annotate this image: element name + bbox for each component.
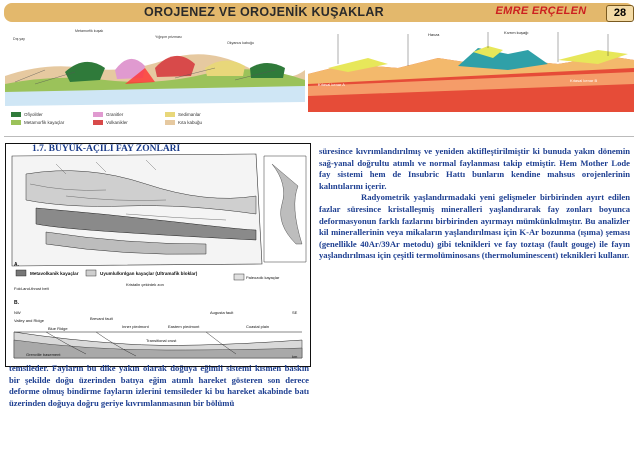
label-valley-ridge: Valley and Ridge <box>14 318 44 323</box>
label-km: km <box>292 354 298 359</box>
label-inner-piedmont: Inner piedmont <box>122 324 149 329</box>
label-metamorphic-belt: Metamorfik kuşak <box>75 29 104 33</box>
paragraph-1: süresince kıvrımlandırılmış ve yeniden aktifleştirilmiştir ki bunuda yakın dönemin sağ-yanal doğrultu atımlı ve normal faylanması takip etmiştir. Hem Mother Lode fay sistemi hem de Insubric Hattı bunların kendine mahsus orojenlerinin kalıntılarını içerir. <box>319 146 630 191</box>
label-blue-ridge: Blue Ridge <box>48 326 68 331</box>
label-brevard-fault: Brevard fault <box>90 316 113 321</box>
label-continent-a: Kıtasal kenar A <box>318 82 345 87</box>
label-oceanic-crust: Okyanus kabuğu <box>227 41 254 45</box>
label-fold-thrust-belt: Fold-and-thrust belt <box>14 286 49 291</box>
body-text-right <box>319 146 630 262</box>
legend-label: Kıta kabuğu <box>178 120 203 125</box>
section-divider <box>4 136 634 137</box>
label-outer-arc: Dış yay <box>13 37 25 41</box>
label-fold-belt: Kıvrım kuşağı <box>504 30 529 35</box>
label-accretion-prism: Yığışım prizması <box>155 35 182 39</box>
panel-a-label: A. <box>14 262 19 268</box>
legend-paleozoic: Paleozoik kayaçlar <box>246 275 280 280</box>
label-basin: Havza <box>428 32 440 37</box>
page-number: 28 <box>606 5 634 22</box>
label-eastern-piedmont: Eastern piedmont <box>168 324 200 329</box>
paragraph-2: Radyometrik yaşlandırmadaki yeni gelişmeler birbirinden ayırt edilen fazlar süresince kristalleşmiş mineralleri yaşlandırarak fay zonları boyunca deformasyonun farklı fazlarını birbirinden ayırmayı mümkünkılmıştır. Bu analizler kil minerallerinin veya mikaların yaşlandırılması için K-Ar bozunma (ışıma) şeması (genellikle 40Ar/39Ar metodu) gibi teknikleri ve fay toztaşı (fault gouge) ile fayın yaşlandırılması için çeşitli termolüminosans (thermoluminescent) teknikleri kullanır. <box>319 192 630 261</box>
label-augusta-fault: Augusta fault <box>210 310 234 315</box>
panel-b-label: B. <box>14 300 19 306</box>
label-coastal-plain: Coastal plain <box>246 324 270 329</box>
legend-label: Volkanikler <box>106 120 128 125</box>
orogeny-cross-section-figure <box>5 24 305 134</box>
title-bar <box>4 3 634 22</box>
legend-label: Ofiyolitler <box>24 112 43 117</box>
label-crystalline-core: Kristalin çekirdek zon <box>126 282 164 287</box>
legend-ultramafic: Uyumlu/kırılgan kayaçlar (Ultramafik bloklar) <box>100 271 198 276</box>
fault-zone-map-figure <box>5 143 311 367</box>
label-grenville-basement: Grenville basement <box>26 352 61 357</box>
author-name: EMRE ERÇELEN <box>495 5 587 17</box>
legend-label: Sedimanlar <box>178 112 201 117</box>
label-continent-b: Kıtasal kenar B <box>570 78 598 83</box>
legend-metavolcanic: Metavolkanik kayaçlar <box>30 271 79 276</box>
legend-label: Granitler <box>106 112 124 117</box>
label-se: SE <box>292 310 298 315</box>
legend-label: Metamorfik kayaçlar <box>24 120 65 125</box>
continental-margin-figure <box>308 24 634 112</box>
section-heading: 1.7. BÜYÜK-AÇILI FAY ZONLARI <box>32 144 181 154</box>
body-text-left: temsileder. Fayların bu dike yakın olarak doğuya eğimli sistemi kısmen baskın bir şekilde doğu üzerinden batıya eğim atımlı hareket gösteren son derece deforme olmuş bindirme fayların izlerini temsileder ki bu hareket akabinde batı üzerinden doğuya doğru geriye kıvrımlanmasının bir bölümü <box>9 363 309 408</box>
label-transitional-crust: Transitional crust <box>146 338 177 343</box>
slide-title: OROJENEZ VE OROJENİK KUŞAKLAR <box>144 5 384 19</box>
label-nw: NW <box>14 310 21 315</box>
